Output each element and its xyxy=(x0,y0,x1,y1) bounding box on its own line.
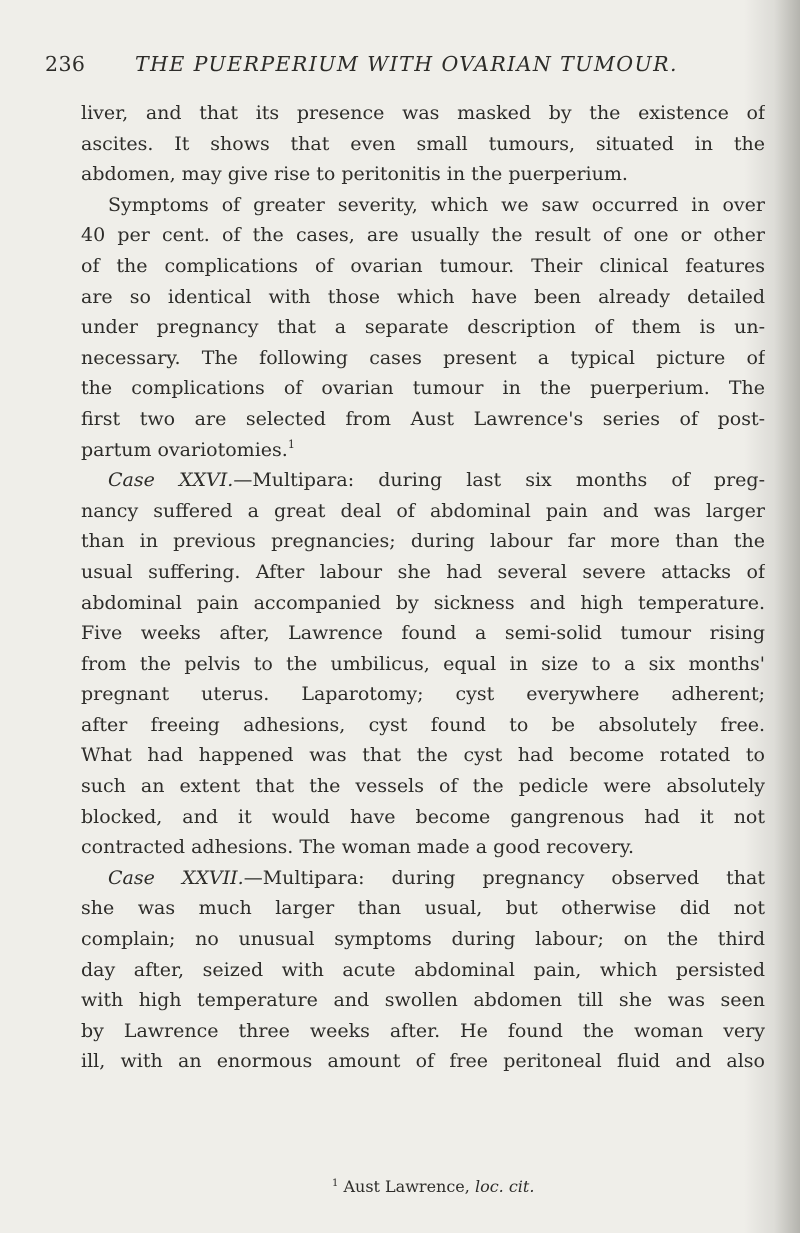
page-header xyxy=(45,52,735,88)
text-line: under pregnancy that a separate description of them is un- xyxy=(81,316,765,339)
text-line: complain; no unusual symptoms during labour; on the third xyxy=(81,928,765,951)
footnote-marker: 1 xyxy=(332,1178,339,1189)
text-line: with high temperature and swollen abdomen till she was seen xyxy=(81,989,765,1012)
text-line: ill, with an enormous amount of free peritoneal fluid and also xyxy=(81,1050,765,1073)
text-line: 40 per cent. of the cases, are usually the result of one or other xyxy=(81,224,765,247)
text-line: abdomen, may give rise to peritonitis in the puerperium. xyxy=(81,163,628,186)
text-line: from the pelvis to the umbilicus, equal in size to a six months' xyxy=(81,652,765,675)
text-line: pregnant uterus. Laparotomy; cyst everywhere adherent; xyxy=(81,683,765,706)
text-line: day after, seized with acute abdominal pain, which persisted xyxy=(81,958,765,981)
text-line: she was much larger than usual, but otherwise did not xyxy=(81,897,765,920)
body-text xyxy=(81,98,765,1077)
text-line: liver, and that its presence was masked by the existence of xyxy=(81,102,765,124)
text-line: blocked, and it would have become gangrenous had it not xyxy=(81,805,765,828)
text-line: after freeing adhesions, cyst found to be absolutely free. xyxy=(81,713,765,736)
footnote xyxy=(332,1177,534,1196)
footnote-citation: loc. cit. xyxy=(474,1177,535,1196)
text-line: What had happened was that the cyst had become rotated to xyxy=(81,744,765,767)
text-line: first two are selected from Aust Lawrence's series of post- xyxy=(81,407,765,430)
text-line-content: partum ovariotomies. xyxy=(81,438,288,461)
text-line: ascites. It shows that even small tumours, situated in the xyxy=(81,132,765,155)
text-line: contracted adhesions. The woman made a good recovery. xyxy=(81,836,635,859)
text-line-content: —Multipara: during pregnancy observed that xyxy=(243,866,765,889)
footnote-reference: 1 xyxy=(287,437,295,451)
text-line xyxy=(81,863,765,894)
text-line: necessary. The following cases present a typical picture of xyxy=(81,346,765,369)
text-line: Five weeks after, Lawrence found a semi-solid tumour rising xyxy=(81,622,765,645)
text-line-content: —Multipara: during last six months of preg- xyxy=(233,469,765,492)
text-line: the complications of ovarian tumour in the puerperium. The xyxy=(81,377,765,400)
text-line: usual suffering. After labour she had several severe attacks of xyxy=(81,560,765,583)
text-line: by Lawrence three weeks after. He found the woman very xyxy=(81,1019,765,1042)
text-line: nancy suffered a great deal of abdominal pain and was larger xyxy=(81,499,765,522)
text-line: Symptoms of greater severity, which we saw occurred in over xyxy=(108,193,765,216)
case-label: Case XXVI. xyxy=(108,469,234,492)
text-line: than in previous pregnancies; during labour far more than the xyxy=(81,530,765,553)
page-edge-shadow xyxy=(774,0,800,1233)
text-line: are so identical with those which have been already detailed xyxy=(81,285,765,308)
page-number: 236 xyxy=(45,52,86,76)
footnote-author: Aust Lawrence, xyxy=(343,1177,470,1196)
case-label: Case XXVII. xyxy=(108,866,244,889)
running-title: THE PUERPERIUM WITH OVARIAN TUMOUR. xyxy=(135,52,678,76)
text-line: such an extent that the vessels of the pedicle were absolutely xyxy=(81,775,765,798)
text-line: abdominal pain accompanied by sickness and high temperature. xyxy=(81,591,765,614)
text-line xyxy=(81,465,765,496)
text-line: of the complications of ovarian tumour. Their clinical features xyxy=(81,254,765,277)
text-line xyxy=(81,435,765,466)
